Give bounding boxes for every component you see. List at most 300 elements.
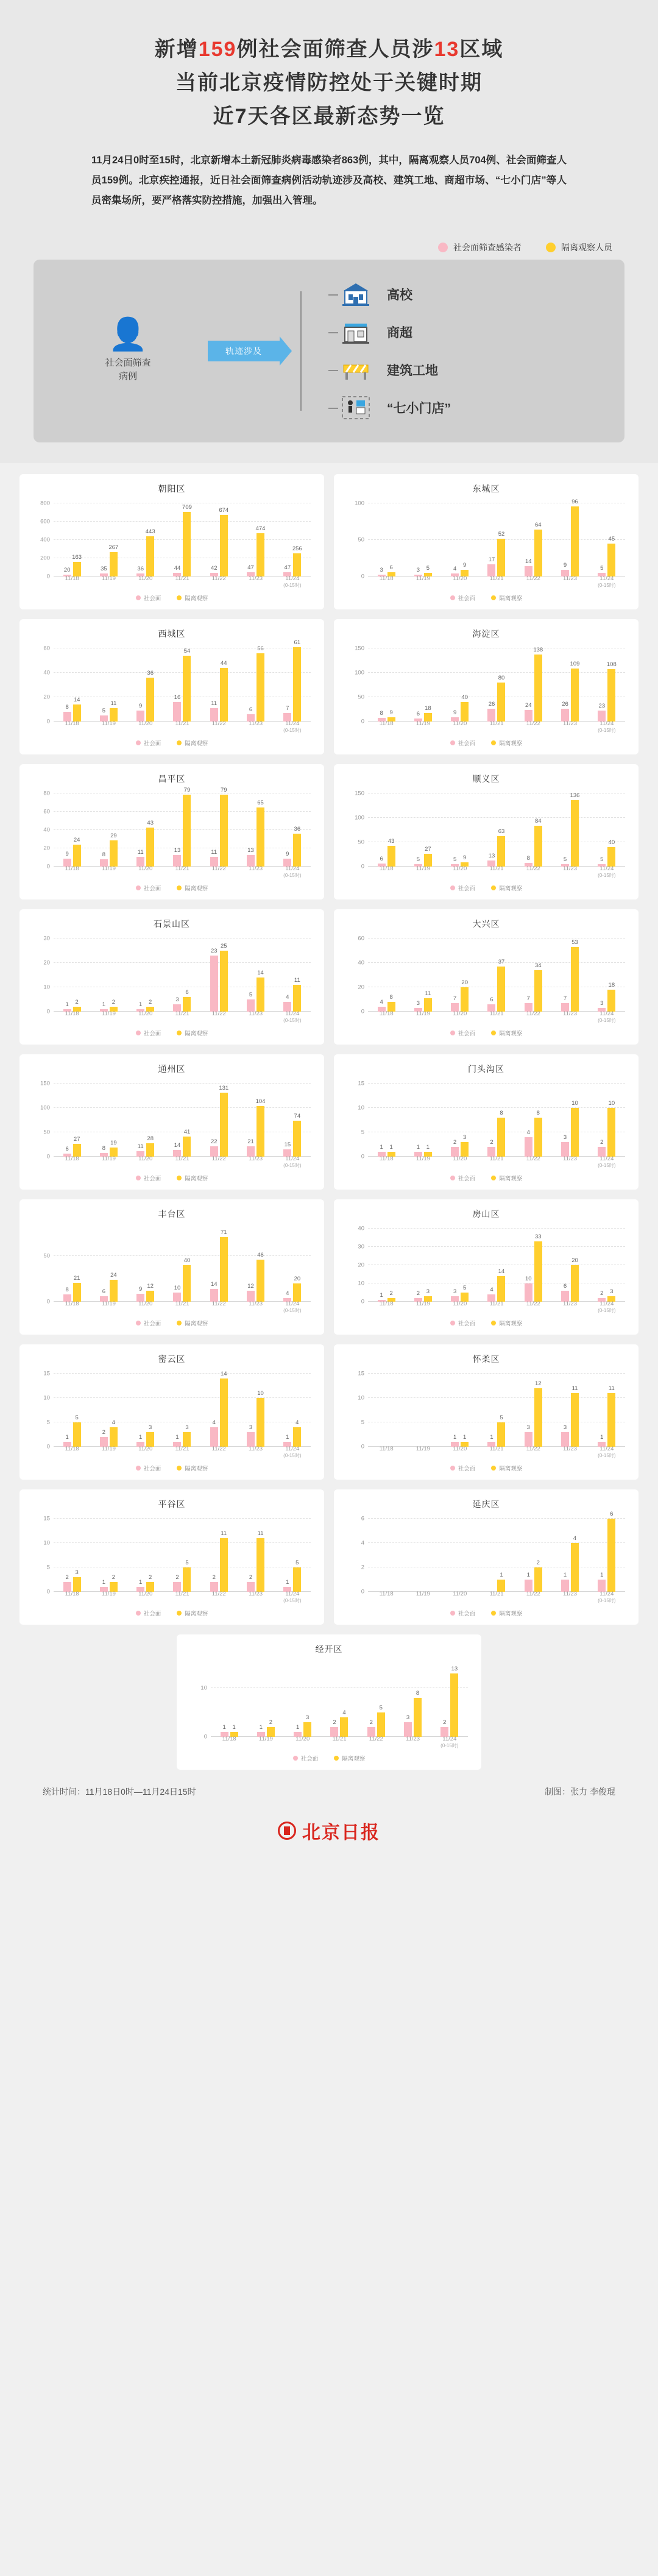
legend-dot-icon [177, 740, 182, 745]
chart-legend [341, 1609, 631, 1617]
legend-dot-quarantine [546, 243, 556, 252]
chart-card [334, 1054, 639, 1190]
y-tick-label: 10 [358, 1104, 364, 1112]
bar-groups [368, 1511, 625, 1592]
bar-value-label: 4 [342, 1709, 346, 1717]
chart-card [334, 619, 639, 754]
bar-value-label: 1 [65, 1434, 69, 1441]
legend-quarantine [177, 1319, 208, 1327]
bar-value-label: 1 [426, 1144, 430, 1151]
bar-value-label: 1 [222, 1724, 226, 1731]
bar [256, 799, 264, 867]
bar-value-label: 28 [147, 1135, 154, 1142]
x-tick-note: (0-15时) [283, 728, 302, 734]
bar-value-label: 2 [149, 999, 152, 1006]
chart-title: 石景山区 [154, 919, 190, 929]
bar-group [589, 939, 625, 1012]
bar [183, 786, 191, 867]
bar-group [54, 1229, 90, 1302]
bar-value-label: 1 [139, 1434, 143, 1441]
bar [534, 1380, 542, 1447]
bar-value-label: 18 [425, 704, 431, 712]
legend-quarantine [491, 1609, 522, 1617]
bar-value-label: 8 [65, 1286, 69, 1294]
x-tick-label: 11/20 [453, 1591, 467, 1598]
bar-groups [368, 1229, 625, 1302]
x-tick-label: 11/18 [379, 1010, 394, 1018]
bar-group [54, 1374, 90, 1447]
chart-title: 昌平区 [158, 774, 186, 784]
bar-value-label: 1 [259, 1724, 263, 1731]
bar-value-label: 5 [102, 708, 106, 715]
bar [220, 1371, 228, 1447]
bar-value-label: 41 [183, 1129, 191, 1136]
title-pre: 新增 [154, 38, 199, 61]
bar-value-label: 4 [286, 1290, 289, 1297]
x-tick-label: 11/21 [175, 1591, 189, 1598]
legend-dot-icon [450, 1466, 455, 1471]
chart-title: 房山区 [472, 1209, 500, 1219]
bar-group [237, 1519, 274, 1592]
bar-value-label: 6 [563, 1283, 567, 1290]
brand-logo [0, 1804, 658, 1862]
x-tick-label: 11/18 [65, 720, 79, 728]
bar-group [478, 1084, 515, 1157]
bar-value-label: 4 [286, 994, 289, 1001]
flow-item-school [317, 275, 600, 313]
bar-group [321, 1664, 358, 1737]
legend-text: 隔离观察 [185, 740, 208, 748]
bar-value-label: 2 [269, 1719, 273, 1726]
chart-plot [341, 1511, 631, 1606]
legend-quarantine [491, 884, 522, 892]
bar [293, 1113, 301, 1157]
bar-value-label: 2 [102, 1429, 106, 1436]
bar-value-label: 96 [571, 499, 578, 506]
bar-group [164, 503, 200, 577]
bar-value-label: 47 [247, 564, 254, 572]
bar-value-label: 7 [526, 995, 530, 1002]
y-tick-label: 40 [358, 959, 364, 967]
bar-value-label: 16 [174, 694, 181, 701]
bar-value-label: 20 [461, 979, 468, 987]
bar-value-label: 8 [380, 709, 383, 717]
bar [487, 701, 495, 722]
bar [571, 1100, 579, 1157]
chart-plot [27, 500, 317, 591]
bar [607, 1385, 615, 1447]
bar-value-label: 64 [534, 522, 542, 529]
chart-legend [27, 884, 317, 892]
bar-value-label: 10 [525, 1276, 532, 1283]
bar-value-label: 5 [379, 1705, 383, 1712]
bar-group [368, 1519, 405, 1592]
bar [461, 694, 469, 722]
bar-value-label: 8 [102, 1144, 106, 1152]
flow-arrow [198, 341, 289, 361]
bar-value-label: 47 [284, 564, 291, 572]
bar-group [442, 503, 478, 577]
x-tick-label: 11/20 [138, 1300, 153, 1308]
x-tick-note: (0-15时) [440, 1743, 459, 1749]
brand-name: 北京日报 [302, 1823, 380, 1843]
bar-value-label: 29 [110, 832, 117, 839]
legend-text: 隔离观察 [342, 1756, 366, 1763]
legend-text: 隔离观察 [499, 740, 523, 748]
x-tick-label: 11/19 [416, 1591, 430, 1598]
y-tick-label: 0 [361, 1298, 364, 1305]
bar [220, 786, 228, 867]
bar [219, 1085, 229, 1157]
bar-value-label: 19 [110, 1140, 117, 1147]
bar-value-label: 9 [563, 562, 567, 569]
chart-title: 平谷区 [158, 1499, 186, 1510]
x-tick-note: (0-15时) [598, 1598, 616, 1604]
x-tick-label: 11/19 [258, 1736, 273, 1743]
bar-value-label: 8 [102, 851, 106, 859]
chart-card [19, 1199, 324, 1335]
chart-plot [27, 1080, 317, 1171]
person-icon: 👤 [108, 316, 148, 352]
x-tick-label: 11/24 (0-15时) [274, 1300, 311, 1314]
y-tick-label: 40 [43, 669, 50, 676]
bar-value-label: 3 [175, 996, 179, 1004]
bar-value-label: 8 [536, 1110, 540, 1117]
bar-value-label: 2 [249, 1574, 253, 1581]
chart-legend [341, 739, 631, 747]
bar-value-label: 4 [295, 1419, 299, 1427]
chart-title: 顺义区 [472, 774, 500, 784]
bar-value-label: 1 [600, 1572, 604, 1579]
bar-group [515, 503, 551, 577]
bar-value-label: 2 [333, 1719, 336, 1726]
chart-legend [341, 1174, 631, 1182]
y-tick-label: 20 [43, 694, 50, 701]
y-tick-label: 15 [43, 1515, 50, 1522]
bar-value-label: 22 [210, 1138, 218, 1145]
x-tick-label: 11/24 (0-15时) [589, 865, 625, 879]
bar-value-label: 2 [416, 1290, 420, 1297]
legend-quarantine [177, 739, 208, 747]
chart-legend [341, 1464, 631, 1472]
y-tick-label: 0 [46, 573, 50, 580]
x-tick-label: 11/22 [526, 575, 540, 583]
bar-value-label: 24 [73, 837, 80, 844]
bar-group [200, 503, 237, 577]
y-tick-label: 0 [361, 1588, 364, 1595]
chart-title: 丰台区 [158, 1209, 186, 1219]
bar-value-label: 136 [570, 792, 580, 800]
chart-plot [341, 500, 631, 591]
bar-value-label: 13 [451, 1666, 458, 1673]
bar-group [200, 1229, 237, 1302]
x-tick-label: 11/19 [101, 865, 116, 873]
chart-title: 怀柔区 [472, 1354, 500, 1364]
bar [73, 697, 81, 722]
x-axis-labels [368, 1155, 625, 1169]
bar-value-label: 8 [65, 704, 69, 711]
bar-value-label: 33 [534, 1233, 542, 1241]
bar-value-label: 23 [598, 702, 606, 709]
chart-card [19, 474, 324, 609]
y-tick-label: 0 [361, 1153, 364, 1160]
bar-value-label: 104 [255, 1098, 266, 1105]
x-tick-label: 11/22 [211, 575, 226, 583]
bar-value-label: 131 [219, 1085, 229, 1092]
legend-text: 隔离观察 [185, 1176, 208, 1183]
chart-legend [27, 739, 317, 747]
bar-value-label: 1 [296, 1724, 300, 1731]
x-tick-label: 11/22 [526, 1155, 540, 1163]
legend-social [136, 594, 161, 602]
bar-group [551, 793, 588, 867]
page-title-line-1 [37, 33, 621, 66]
x-tick-label: 11/24 (0-15时) [274, 720, 311, 734]
y-tick-label: 0 [361, 718, 364, 725]
legend-social [450, 1029, 476, 1037]
x-axis-labels [368, 1010, 625, 1024]
bar [534, 962, 542, 1012]
bar [210, 1419, 218, 1447]
bar-group [237, 1229, 274, 1302]
legend-text: 隔离观察 [185, 1611, 208, 1618]
x-tick-label: 11/19 [416, 1155, 430, 1163]
x-tick-label: 11/19 [416, 1010, 430, 1018]
bar-value-label: 7 [563, 995, 567, 1002]
bar-value-label: 79 [183, 786, 191, 793]
bar-group [368, 1084, 405, 1157]
bar-value-label: 14 [210, 1281, 218, 1288]
y-tick-label: 0 [361, 863, 364, 870]
x-tick-label: 11/18 [379, 865, 394, 873]
bar-value-label: 4 [111, 1419, 116, 1427]
bar-group [200, 1371, 237, 1447]
bar-value-label: 3 [75, 1569, 79, 1577]
y-tick-label: 5 [46, 1419, 50, 1426]
bar-group [237, 645, 274, 722]
flow-item-construction [317, 351, 600, 389]
bar-group [405, 939, 441, 1012]
x-tick-label: 11/21 [175, 1155, 189, 1163]
bar-value-label: 4 [380, 999, 383, 1006]
bar-value-label: 1 [139, 1001, 143, 1009]
bar [293, 1419, 301, 1447]
bar-value-label: 138 [533, 646, 543, 653]
y-tick-label: 0 [46, 718, 50, 725]
chart-plot [341, 1370, 631, 1461]
bar-group [200, 648, 237, 722]
bar [607, 536, 615, 577]
x-tick-label: 11/23 [249, 575, 263, 583]
bar-group [200, 786, 237, 867]
x-tick-label: 11/21 [489, 1591, 504, 1598]
legend-text: 隔离观察 [185, 1466, 208, 1473]
top-legend [0, 232, 658, 260]
bar-value-label: 2 [149, 1574, 152, 1581]
bar [220, 1530, 228, 1592]
legend-social [450, 1319, 476, 1327]
bar [256, 1390, 264, 1447]
bar [607, 1100, 615, 1157]
x-tick-label: 11/18 [379, 1591, 394, 1598]
legend-text: 社会面 [143, 885, 161, 893]
bar [607, 839, 615, 867]
bar-value-label: 15 [284, 1141, 291, 1149]
bar-group [237, 503, 274, 577]
x-tick-label: 11/22 [211, 1300, 226, 1308]
x-tick-label: 11/18 [65, 1300, 79, 1308]
bar [534, 1559, 542, 1592]
x-axis-labels [368, 720, 625, 734]
chart-title: 门头沟区 [468, 1064, 504, 1074]
chart-plot [27, 1370, 317, 1461]
x-tick-note: (0-15时) [598, 728, 616, 734]
x-axis-labels [211, 1736, 468, 1749]
bar [293, 977, 301, 1012]
bar-group [442, 1229, 478, 1302]
bar [497, 959, 505, 1012]
legend-label-social: 社会面筛查感染者 [453, 243, 522, 253]
x-tick-label: 11/18 [222, 1736, 236, 1743]
legend-social [450, 1174, 476, 1182]
chart-legend [341, 594, 631, 602]
y-tick-label: 0 [46, 1443, 50, 1450]
y-tick-label: 60 [358, 935, 364, 942]
legend-text: 社会面 [458, 740, 476, 748]
y-tick-label: 5 [361, 1129, 364, 1136]
bar-group [90, 1084, 127, 1157]
bar-value-label: 36 [294, 826, 301, 833]
x-tick-label: 11/24 (0-15时) [589, 720, 625, 734]
legend-dot-icon [334, 1756, 339, 1761]
stat-time: 统计时间：11月18日0时—11月24日15时 [43, 1787, 196, 1797]
chart-legend [27, 594, 317, 602]
legend-social [136, 884, 161, 892]
bar [73, 1274, 81, 1302]
x-tick-label: 11/24 (0-15时) [589, 575, 625, 589]
x-tick-label: 11/24 (0-15时) [589, 1155, 625, 1169]
x-axis-labels [54, 1155, 311, 1169]
x-tick-label: 11/24 (0-15时) [589, 1010, 625, 1024]
bar-value-label: 108 [606, 661, 617, 668]
bar-value-label: 474 [255, 525, 266, 533]
bar-group [442, 1084, 478, 1157]
bar-value-label: 109 [570, 661, 580, 668]
bar-value-label: 1 [453, 1434, 457, 1441]
legend-text: 隔离观察 [499, 595, 523, 603]
x-tick-label: 11/21 [489, 1155, 504, 1163]
bar-value-label: 61 [294, 639, 301, 647]
x-tick-label: 11/23 [563, 1010, 578, 1018]
chart-card [334, 909, 639, 1045]
bar-group [368, 793, 405, 867]
bar-value-label: 3 [453, 1288, 457, 1296]
bar-value-label: 14 [73, 697, 80, 704]
bar-value-label: 1 [139, 1579, 143, 1586]
y-tick-label: 10 [358, 1394, 364, 1402]
bar-value-label: 2 [65, 1574, 69, 1581]
bar-value-label: 26 [562, 701, 568, 708]
bar-value-label: 3 [426, 1288, 430, 1296]
y-tick-label: 30 [43, 935, 50, 942]
bar-group [247, 1664, 284, 1737]
bar-value-label: 5 [75, 1414, 79, 1422]
bar [183, 1129, 191, 1157]
legend-dot-icon [491, 1466, 496, 1471]
legend-text: 隔离观察 [499, 1321, 523, 1328]
legend-dot-icon [136, 1031, 141, 1035]
y-tick-label: 800 [40, 500, 50, 507]
bar [561, 1572, 569, 1592]
chart-plot [27, 639, 317, 736]
bar-value-label: 3 [306, 1714, 310, 1722]
legend-text: 社会面 [300, 1756, 319, 1763]
y-tick-label: 0 [46, 1588, 50, 1595]
bar-value-label: 13 [488, 852, 495, 859]
bar [293, 639, 301, 722]
y-tick-label: 0 [46, 1008, 50, 1015]
bar-value-label: 6 [610, 1511, 614, 1518]
bar-value-label: 267 [108, 544, 119, 552]
construction-icon [338, 355, 373, 385]
legend-quarantine [177, 1174, 208, 1182]
bar-value-label: 3 [249, 1424, 253, 1432]
x-tick-label: 11/23 [563, 1300, 578, 1308]
flow-item-store [317, 313, 600, 351]
legend-item-social [438, 241, 522, 254]
y-tick-label: 0 [203, 1733, 207, 1740]
chart-legend [341, 1319, 631, 1327]
title-post: 区域 [459, 38, 504, 61]
flow-arrow-label: 轨迹涉及 [208, 341, 280, 361]
x-tick-label: 11/20 [138, 1155, 153, 1163]
bar-group [515, 1374, 551, 1447]
bar [73, 1569, 81, 1592]
footer-meta [0, 1770, 658, 1804]
bar-value-label: 709 [182, 503, 192, 511]
bar-value-label: 6 [389, 564, 393, 572]
bar-value-label: 17 [488, 556, 495, 563]
x-tick-note: (0-15时) [283, 873, 302, 879]
bar-value-label: 9 [286, 850, 289, 857]
credit: 制图：张力 李俊琨 [545, 1787, 615, 1797]
y-tick-label: 0 [46, 1298, 50, 1305]
bar-value-label: 1 [102, 1001, 106, 1009]
bar [183, 648, 191, 722]
x-tick-label: 11/18 [379, 575, 394, 583]
bar-value-label: 5 [463, 1285, 467, 1292]
legend-quarantine [177, 1609, 208, 1617]
bar-value-label: 35 [101, 565, 107, 572]
y-tick-label: 100 [355, 814, 364, 821]
bar [497, 530, 505, 577]
bar-group [551, 1084, 588, 1157]
chart-card [334, 1344, 639, 1480]
x-tick-label: 11/22 [211, 720, 226, 728]
x-tick-label: 11/18 [379, 720, 394, 728]
legend-label-quarantine: 隔离观察人员 [561, 243, 612, 253]
bar [247, 846, 255, 867]
bar-group [274, 503, 311, 577]
bar-value-label: 11 [211, 848, 218, 856]
legend-dot-icon [450, 595, 455, 600]
x-axis-labels [368, 575, 625, 589]
bar-group [90, 1519, 127, 1592]
x-tick-note: (0-15时) [598, 1308, 616, 1314]
bar-value-label: 6 [65, 1146, 69, 1153]
chart-card [334, 1489, 639, 1625]
legend-dot-icon [450, 1031, 455, 1035]
